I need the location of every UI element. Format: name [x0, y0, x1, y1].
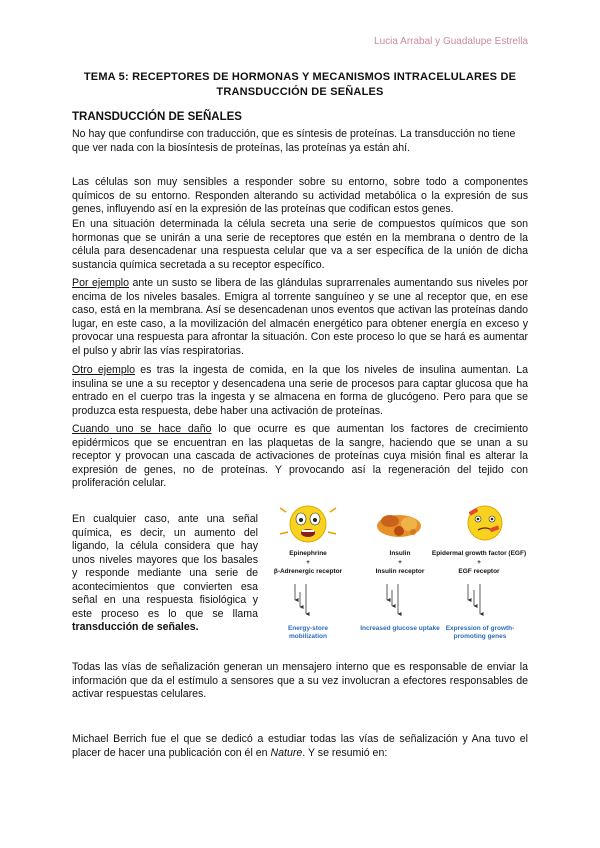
page-header-authors: Lucia Arrabal y Guadalupe Estrella [374, 36, 528, 47]
paragraph-5-lead: Otro ejemplo [72, 364, 135, 376]
receptor-egf: EGF receptor [458, 568, 500, 575]
pathway-arrows-3 [468, 584, 480, 614]
receptor-beta-adrenergic: β-Adrenergic receptor [273, 568, 343, 575]
pathway-arrows-2 [387, 584, 398, 614]
paragraph-1: No hay que confundirse con traducción, que es síntesis de proteínas. La transducción no tiene que ver nada con la biosíntesis de proteínas, las proteínas ya están ahí. [72, 128, 516, 154]
paragraph-5 [72, 364, 528, 418]
paragraph-7: Todas las vías de señalización generan un mensajero interno que es responsable de enviar la información que da el estímulo a sensores que a su vez involucran a efectores responsables de activar respuestas celulares. [72, 661, 528, 700]
plus-1: + [306, 559, 310, 566]
output-glucose-uptake: Increased glucose uptake [360, 625, 440, 632]
paragraph-4-body: ante un susto se libera de las glándulas suprarrenales aumentando sus niveles por encima de los niveles basales. Emigra al torrente sanguíneo y se une al receptor que, en ese caso, está en la membrana. Así se desencadenan unos eventos que activan las proteínas dando lugar, en este caso, a la movilización del almacén energético para obtener energía en exceso y provocar una respuesta para afrontar la situación. Con este proceso lo que se hará es aumentar el pulso y abrir las vías respiratorias. [72, 277, 528, 357]
paragraph-2: Las células son muy sensibles a responder sobre su entorno, sobre todo a componentes químicos de su entorno. Responden alterando su actividad metabólica o la expresión de sus genes, influyendo así en la expresión de las proteínas que codifican estos genes. [72, 176, 528, 215]
plus-3: + [477, 559, 481, 566]
scared-face-icon [280, 506, 336, 542]
paragraph-6-lead: Cuando uno se hace daño [72, 423, 212, 435]
plus-2: + [398, 559, 402, 566]
paragraph-4-lead: Por ejemplo [72, 277, 130, 289]
output-energy-store: Energy-store mobilization [287, 625, 329, 640]
paragraph-8 [72, 733, 528, 760]
paragraph-6-body: lo que ocurre es que aumentan los factores de crecimiento epidérmicos que se encuentran en las plaquetas de la sangre, haciendo que se unan a su receptor y provocan una cascada de activaciones de proteínas cuya misión final es alterar la expresión de genes, no de proteínas. Y provocando así la regeneración del tejido con proliferación celular. [72, 423, 528, 489]
food-icon [377, 515, 421, 537]
ligand-egf: Epidermal growth factor (EGF) [431, 550, 527, 557]
paragraph-8-b: . Y se resumió en: [302, 746, 388, 759]
hurt-face-icon [468, 506, 502, 540]
side-paragraph-body: En cualquier caso, ante una señal química, es decir, un aumento del ligando, la célula considera que hay unos niveles mayores que los basales y responde mediante una serie de acontecimientos que convierten esa señal en una respuesta fisiológica y este proceso es lo que se llama [72, 513, 258, 620]
paragraph-8-a: Michael Berrich fue el que se dedicó a estudiar todas las vías de señalización y Ana tuvo el placer de hacer una publicación con él en [72, 733, 528, 759]
paragraph-4 [72, 277, 528, 358]
ligand-insulin: Insulin [389, 550, 411, 557]
section-heading: TRANSDUCCIÓN DE SEÑALES [72, 111, 242, 123]
journal-name: Nature [270, 746, 303, 759]
output-growth-genes: Expression of growth-promoting genes [445, 625, 515, 640]
side-paragraph-term: transducción de señales. [72, 621, 199, 633]
pathway-arrows-1 [295, 584, 306, 614]
paragraph-6 [72, 423, 528, 491]
ligand-epinephrine: Epinephrine [289, 550, 327, 557]
receptor-insulin: Insulin receptor [375, 568, 425, 575]
signal-transduction-figure [268, 502, 530, 652]
side-paragraph [72, 513, 258, 635]
paragraph-5-body: es tras la ingesta de comida, en la que los niveles de insulina aumentan. La insulina se une a su receptor y desencadena una serie de procesos para captar glucosa que ha entrado en el cuerpo tras la ingesta y se almacena en forma de glucógeno. Pero para que se produzca esta respuesta, debe haber una activación de proteínas. [72, 364, 528, 417]
page-title: TEMA 5: RECEPTORES DE HORMONAS Y MECANISMOS INTRACELULARES DE TRANSDUCCIÓN DE SEÑALES [83, 71, 517, 98]
paragraph-3: En una situación determinada la célula secreta una serie de compuestos químicos que son hormonas que se unirán a una serie de receptores que estén en la membrana o dentro de la célula para desencadenar una respuesta celular que va a ser específica de la unión de dicha sustancia química secretada a su receptor específico. [72, 218, 528, 271]
